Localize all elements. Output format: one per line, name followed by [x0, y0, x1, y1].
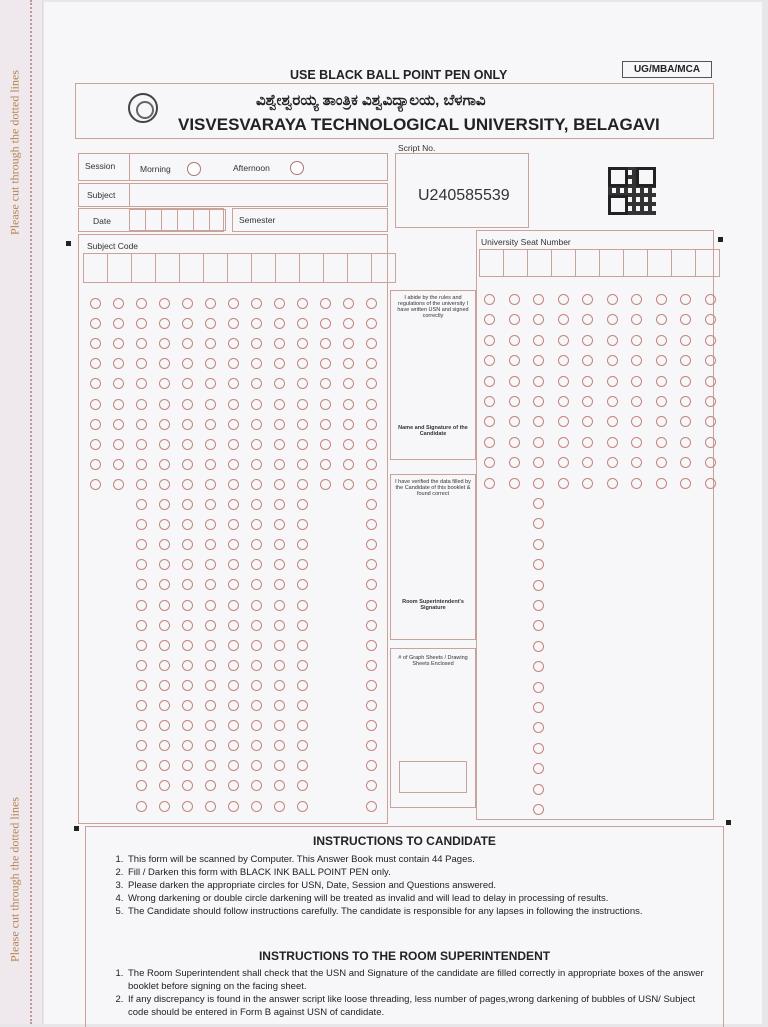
omr-bubble[interactable] — [251, 298, 262, 309]
omr-bubble[interactable] — [182, 399, 193, 410]
omr-bubble[interactable] — [274, 600, 285, 611]
omr-bubble[interactable] — [113, 439, 124, 450]
omr-bubble[interactable] — [366, 700, 377, 711]
omr-bubble[interactable] — [136, 439, 147, 450]
omr-bubble[interactable] — [366, 801, 377, 812]
omr-bubble[interactable] — [509, 478, 520, 489]
omr-bubble[interactable] — [297, 620, 308, 631]
omr-bubble[interactable] — [631, 294, 642, 305]
omr-bubble[interactable] — [656, 416, 667, 427]
omr-bubble[interactable] — [509, 314, 520, 325]
omr-bubble[interactable] — [582, 437, 593, 448]
omr-bubble[interactable] — [558, 457, 569, 468]
omr-bubble[interactable] — [159, 660, 170, 671]
omr-bubble[interactable] — [90, 459, 101, 470]
seat-number-cells[interactable] — [479, 249, 720, 277]
afternoon-radio[interactable] — [290, 161, 304, 175]
omr-bubble[interactable] — [631, 478, 642, 489]
omr-bubble[interactable] — [205, 620, 216, 631]
cut-instruction-top: Please cut through the dotted lines — [7, 70, 22, 235]
omr-bubble[interactable] — [136, 499, 147, 510]
omr-bubble[interactable] — [607, 416, 618, 427]
omr-bubble[interactable] — [705, 376, 716, 387]
omr-bubble[interactable] — [136, 801, 147, 812]
omr-bubble[interactable] — [631, 437, 642, 448]
omr-bubble[interactable] — [251, 640, 262, 651]
instruction-item: 3. Please darken the appropriate circles for USN, Date, Session and Questions answered. — [126, 879, 713, 892]
omr-bubble[interactable] — [90, 439, 101, 450]
omr-bubble[interactable] — [705, 355, 716, 366]
omr-bubble[interactable] — [582, 376, 593, 387]
cut-instruction-bottom: Please cut through the dotted lines — [7, 797, 22, 962]
omr-bubble[interactable] — [366, 660, 377, 671]
omr-bubble[interactable] — [656, 437, 667, 448]
candidate-instructions-list — [86, 853, 713, 918]
omr-bubble[interactable] — [136, 660, 147, 671]
omr-bubble[interactable] — [656, 335, 667, 346]
omr-bubble[interactable] — [274, 459, 285, 470]
omr-bubble[interactable] — [484, 478, 495, 489]
subject-code-label: Subject Code — [87, 241, 139, 251]
omr-bubble[interactable] — [366, 680, 377, 691]
omr-bubble[interactable] — [631, 376, 642, 387]
omr-bubble[interactable] — [343, 298, 354, 309]
omr-bubble[interactable] — [533, 580, 544, 591]
omr-bubble[interactable] — [533, 743, 544, 754]
omr-bubble[interactable] — [484, 396, 495, 407]
omr-bubble[interactable] — [607, 437, 618, 448]
omr-bubble[interactable] — [159, 700, 170, 711]
omr-bubble[interactable] — [484, 437, 495, 448]
omr-bubble[interactable] — [509, 335, 520, 346]
omr-bubble[interactable] — [274, 680, 285, 691]
omr-bubble[interactable] — [136, 419, 147, 430]
omr-bubble[interactable] — [533, 539, 544, 550]
omr-bubble[interactable] — [159, 620, 170, 631]
omr-bubble[interactable] — [228, 399, 239, 410]
verification-box — [390, 474, 476, 640]
omr-bubble[interactable] — [656, 355, 667, 366]
omr-bubble[interactable] — [705, 478, 716, 489]
omr-bubble[interactable] — [205, 700, 216, 711]
omr-bubble[interactable] — [228, 801, 239, 812]
omr-bubble[interactable] — [159, 801, 170, 812]
omr-bubble[interactable] — [274, 801, 285, 812]
subject-code-cells[interactable] — [83, 253, 396, 283]
omr-bubble[interactable] — [159, 499, 170, 510]
omr-bubble[interactable] — [533, 600, 544, 611]
session-label: Session — [85, 161, 116, 171]
omr-bubble[interactable] — [90, 479, 101, 490]
date-field[interactable] — [78, 208, 224, 232]
omr-bubble[interactable] — [159, 640, 170, 651]
omr-bubble[interactable] — [182, 419, 193, 430]
omr-bubble[interactable] — [320, 439, 331, 450]
omr-bubble[interactable] — [274, 399, 285, 410]
afternoon-label: Afternoon — [233, 163, 270, 173]
omr-bubble[interactable] — [366, 479, 377, 490]
omr-bubble[interactable] — [297, 640, 308, 651]
omr-bubble[interactable] — [228, 419, 239, 430]
omr-bubble[interactable] — [533, 682, 544, 693]
omr-bubble[interactable] — [205, 479, 216, 490]
omr-bubble[interactable] — [509, 294, 520, 305]
omr-bubble[interactable] — [251, 660, 262, 671]
instruction-item: 2. Fill / Darken this form with BLACK INK BALL POINT PEN only. — [126, 866, 713, 879]
omr-bubble[interactable] — [607, 478, 618, 489]
omr-bubble[interactable] — [558, 335, 569, 346]
registration-mark — [726, 820, 731, 825]
omr-bubble[interactable] — [182, 660, 193, 671]
omr-bubble[interactable] — [182, 600, 193, 611]
semester-label: Semester — [239, 215, 276, 225]
omr-bubble[interactable] — [705, 396, 716, 407]
session-row — [78, 153, 388, 181]
omr-bubble[interactable] — [159, 298, 170, 309]
omr-bubble[interactable] — [90, 419, 101, 430]
omr-bubble[interactable] — [680, 335, 691, 346]
omr-bubble[interactable] — [274, 298, 285, 309]
omr-bubble[interactable] — [251, 439, 262, 450]
omr-bubble[interactable] — [136, 600, 147, 611]
omr-bubble[interactable] — [656, 396, 667, 407]
omr-bubble[interactable] — [159, 439, 170, 450]
omr-bubble[interactable] — [274, 499, 285, 510]
omr-bubble[interactable] — [533, 376, 544, 387]
graph-sheets-label: # of Graph Sheets / Drawing Sheets Enclosed — [398, 655, 468, 667]
omr-bubble[interactable] — [680, 396, 691, 407]
date-label: Date — [93, 216, 111, 226]
superintendent-instructions-title: INSTRUCTIONS TO THE ROOM SUPERINTENDENT — [258, 949, 551, 963]
omr-bubble[interactable] — [297, 298, 308, 309]
omr-bubble[interactable] — [251, 399, 262, 410]
omr-bubble[interactable] — [228, 640, 239, 651]
omr-bubble[interactable] — [228, 499, 239, 510]
omr-bubble[interactable] — [182, 439, 193, 450]
omr-bubble[interactable] — [582, 478, 593, 489]
instruction-item: 1. The Room Superintendent shall check that the USN and Signature of the candidate are filled correctly in appropriate boxes of the answer booklet before signing on the facing sheet. — [126, 967, 713, 993]
declaration-text: I abide by the rules and regulations of the university I have written USN and signed correctly — [397, 295, 469, 319]
omr-bubble[interactable] — [558, 294, 569, 305]
university-seal-icon — [128, 93, 158, 123]
omr-bubble[interactable] — [113, 419, 124, 430]
omr-bubble[interactable] — [582, 294, 593, 305]
omr-bubble[interactable] — [558, 437, 569, 448]
omr-bubble[interactable] — [113, 399, 124, 410]
university-name-kannada: ವಿಶ್ವೇಶ್ವರಯ್ಯ ತಾಂತ್ರಿಕ ವಿಶ್ವವಿದ್ಯಾಲಯ, ಬೆಳಗಾವಿ — [256, 92, 486, 109]
omr-bubble[interactable] — [509, 416, 520, 427]
graph-sheets-box — [390, 648, 476, 808]
omr-bubble[interactable] — [251, 801, 262, 812]
omr-bubble[interactable] — [484, 294, 495, 305]
omr-bubble[interactable] — [182, 298, 193, 309]
omr-bubble[interactable] — [705, 335, 716, 346]
cut-strip — [0, 0, 43, 1024]
omr-bubble[interactable] — [274, 419, 285, 430]
omr-bubble[interactable] — [366, 439, 377, 450]
omr-bubble[interactable] — [182, 640, 193, 651]
graph-sheets-count-field[interactable] — [399, 761, 467, 793]
omr-bubble[interactable] — [509, 437, 520, 448]
omr-bubble[interactable] — [205, 419, 216, 430]
omr-bubble[interactable] — [343, 439, 354, 450]
omr-bubble[interactable] — [113, 459, 124, 470]
omr-bubble[interactable] — [228, 439, 239, 450]
script-number-box — [395, 153, 529, 228]
omr-bubble[interactable] — [205, 298, 216, 309]
omr-bubble[interactable] — [533, 641, 544, 652]
omr-bubble[interactable] — [366, 600, 377, 611]
omr-bubble[interactable] — [159, 419, 170, 430]
omr-bubble[interactable] — [533, 396, 544, 407]
omr-bubble[interactable] — [656, 478, 667, 489]
instruction-item: 2. If any discrepancy is found in the answer script like loose threading, less number of pages,wrong darkening of bubbles of USN/ Subject code should be entered in Form B against USN of candidate. — [126, 993, 713, 1019]
omr-bubble[interactable] — [297, 419, 308, 430]
omr-bubble[interactable] — [320, 399, 331, 410]
omr-bubble[interactable] — [159, 600, 170, 611]
omr-bubble[interactable] — [274, 700, 285, 711]
superintendent-signature-label: Room Superintendent's Signature — [402, 599, 464, 611]
omr-bubble[interactable] — [558, 314, 569, 325]
omr-bubble[interactable] — [251, 499, 262, 510]
omr-bubble[interactable] — [136, 399, 147, 410]
omr-bubble[interactable] — [274, 640, 285, 651]
omr-bubble[interactable] — [136, 620, 147, 631]
omr-bubble[interactable] — [656, 314, 667, 325]
omr-bubble[interactable] — [366, 499, 377, 510]
omr-bubble[interactable] — [320, 298, 331, 309]
omr-bubble[interactable] — [159, 680, 170, 691]
omr-bubble[interactable] — [533, 702, 544, 713]
dotted-cut-line — [30, 0, 32, 1024]
omr-bubble[interactable] — [631, 335, 642, 346]
instruction-item: 4. Wrong darkening or double circle darkening will be treated as invalid and will lead to delay in processing of results. — [126, 892, 713, 905]
omr-bubble[interactable] — [656, 457, 667, 468]
omr-bubble[interactable] — [607, 396, 618, 407]
omr-bubble[interactable] — [366, 298, 377, 309]
registration-mark — [66, 241, 71, 246]
omr-bubble[interactable] — [509, 457, 520, 468]
omr-bubble[interactable] — [251, 459, 262, 470]
omr-bubble[interactable] — [582, 335, 593, 346]
omr-bubble[interactable] — [205, 399, 216, 410]
omr-bubble[interactable] — [251, 419, 262, 430]
omr-bubble[interactable] — [582, 396, 593, 407]
seat-number-label: University Seat Number — [481, 237, 571, 247]
omr-bubble[interactable] — [607, 457, 618, 468]
omr-bubble[interactable] — [90, 298, 101, 309]
omr-bubble[interactable] — [705, 294, 716, 305]
omr-bubble[interactable] — [320, 459, 331, 470]
omr-bubble[interactable] — [182, 801, 193, 812]
registration-mark — [718, 237, 723, 242]
omr-bubble[interactable] — [656, 294, 667, 305]
omr-bubble[interactable] — [228, 660, 239, 671]
omr-bubble[interactable] — [251, 700, 262, 711]
omr-bubble[interactable] — [297, 439, 308, 450]
omr-bubble[interactable] — [90, 399, 101, 410]
omr-bubble[interactable] — [705, 416, 716, 427]
omr-bubble[interactable] — [159, 399, 170, 410]
omr-bubble[interactable] — [533, 804, 544, 815]
omr-bubble[interactable] — [366, 399, 377, 410]
omr-bubble[interactable] — [251, 680, 262, 691]
omr-bubble[interactable] — [136, 479, 147, 490]
omr-bubble[interactable] — [320, 419, 331, 430]
omr-bubble[interactable] — [228, 479, 239, 490]
omr-bubble[interactable] — [558, 376, 569, 387]
instruction-item: 5. The Candidate should follow instructions carefully. The candidate is responsible for any lapses in following the instructions. — [126, 905, 713, 918]
instruction-item: 1. This form will be scanned by Computer. This Answer Book must contain 44 Pages. — [126, 853, 713, 866]
omr-bubble[interactable] — [558, 355, 569, 366]
omr-bubble[interactable] — [558, 416, 569, 427]
omr-bubble[interactable] — [343, 459, 354, 470]
verification-text: I have verified the data filled by the Candidate of this booklet & found correct — [395, 479, 471, 497]
omr-bubble[interactable] — [136, 700, 147, 711]
pen-instruction: USE BLACK BALL POINT PEN ONLY — [290, 68, 508, 82]
omr-bubble[interactable] — [366, 620, 377, 631]
omr-bubble[interactable] — [136, 640, 147, 651]
omr-bubble[interactable] — [320, 479, 331, 490]
omr-bubble[interactable] — [366, 459, 377, 470]
omr-bubble[interactable] — [251, 479, 262, 490]
omr-bubble[interactable] — [297, 499, 308, 510]
declaration-box — [390, 290, 476, 460]
omr-bubble[interactable] — [558, 478, 569, 489]
omr-bubble[interactable] — [136, 680, 147, 691]
omr-bubble[interactable] — [680, 437, 691, 448]
omr-bubble[interactable] — [182, 499, 193, 510]
omr-bubble[interactable] — [631, 396, 642, 407]
omr-bubble[interactable] — [680, 478, 691, 489]
omr-bubble[interactable] — [484, 376, 495, 387]
omr-bubble[interactable] — [297, 801, 308, 812]
omr-bubble[interactable] — [343, 419, 354, 430]
omr-bubble[interactable] — [205, 801, 216, 812]
omr-bubble[interactable] — [136, 298, 147, 309]
omr-bubble[interactable] — [533, 478, 544, 489]
omr-bubble[interactable] — [533, 335, 544, 346]
omr-bubble[interactable] — [680, 376, 691, 387]
omr-bubble[interactable] — [656, 376, 667, 387]
omr-bubble[interactable] — [509, 355, 520, 366]
omr-bubble[interactable] — [297, 600, 308, 611]
morning-radio[interactable] — [187, 162, 201, 176]
omr-bubble[interactable] — [228, 700, 239, 711]
omr-bubble[interactable] — [274, 439, 285, 450]
omr-bubble[interactable] — [509, 396, 520, 407]
omr-bubble[interactable] — [607, 376, 618, 387]
omr-bubble[interactable] — [297, 459, 308, 470]
omr-bubble[interactable] — [509, 376, 520, 387]
omr-bubble[interactable] — [159, 479, 170, 490]
omr-bubble[interactable] — [182, 620, 193, 631]
omr-bubble[interactable] — [274, 479, 285, 490]
omr-bubble[interactable] — [297, 680, 308, 691]
omr-bubble[interactable] — [205, 680, 216, 691]
omr-bubble[interactable] — [113, 479, 124, 490]
university-header — [75, 83, 714, 139]
omr-bubble[interactable] — [113, 298, 124, 309]
candidate-signature-label: Name and Signature of the Candidate — [398, 425, 468, 437]
omr-bubble[interactable] — [680, 294, 691, 305]
omr-bubble[interactable] — [182, 700, 193, 711]
omr-bubble[interactable] — [205, 459, 216, 470]
omr-bubble[interactable] — [533, 294, 544, 305]
omr-bubble[interactable] — [343, 479, 354, 490]
date-cells — [129, 209, 226, 231]
omr-bubble[interactable] — [705, 314, 716, 325]
omr-bubble[interactable] — [182, 479, 193, 490]
omr-bubble[interactable] — [159, 459, 170, 470]
omr-bubble[interactable] — [228, 620, 239, 631]
omr-bubble[interactable] — [136, 459, 147, 470]
omr-bubble[interactable] — [205, 640, 216, 651]
qr-code-icon — [608, 167, 656, 215]
omr-bubble[interactable] — [533, 437, 544, 448]
semester-field[interactable] — [232, 208, 388, 232]
university-name-english: VISVESVARAYA TECHNOLOGICAL UNIVERSITY, BELAGAVI — [178, 115, 660, 134]
omr-bubble[interactable] — [533, 784, 544, 795]
instructions-section — [85, 826, 724, 1027]
omr-bubble[interactable] — [251, 600, 262, 611]
omr-bubble[interactable] — [607, 355, 618, 366]
omr-bubble[interactable] — [205, 660, 216, 671]
omr-bubble[interactable] — [297, 479, 308, 490]
omr-bubble[interactable] — [228, 298, 239, 309]
course-tag: UG/MBA/MCA — [622, 61, 712, 78]
script-no-label: Script No. — [398, 143, 436, 153]
omr-bubble[interactable] — [205, 499, 216, 510]
omr-bubble[interactable] — [297, 660, 308, 671]
subject-label: Subject — [87, 190, 116, 200]
omr-bubble[interactable] — [297, 399, 308, 410]
omr-bubble[interactable] — [228, 600, 239, 611]
registration-mark — [74, 826, 79, 831]
omr-bubble[interactable] — [705, 457, 716, 468]
omr-bubble[interactable] — [205, 439, 216, 450]
omr-bubble[interactable] — [607, 294, 618, 305]
omr-bubble[interactable] — [251, 620, 262, 631]
omr-bubble[interactable] — [228, 680, 239, 691]
morning-label: Morning — [140, 164, 171, 174]
omr-bubble[interactable] — [343, 399, 354, 410]
omr-bubble[interactable] — [607, 335, 618, 346]
omr-bubble[interactable] — [228, 459, 239, 470]
superintendent-instructions-list — [86, 967, 713, 1019]
omr-bubble[interactable] — [274, 620, 285, 631]
omr-bubble[interactable] — [182, 680, 193, 691]
subject-field[interactable] — [78, 183, 388, 207]
candidate-instructions-title: INSTRUCTIONS TO CANDIDATE — [313, 834, 496, 848]
omr-bubble[interactable] — [182, 459, 193, 470]
omr-bubble[interactable] — [297, 700, 308, 711]
omr-bubble[interactable] — [705, 437, 716, 448]
omr-bubble[interactable] — [533, 498, 544, 509]
omr-bubble[interactable] — [607, 314, 618, 325]
script-number: U240585539 — [418, 187, 510, 204]
omr-bubble[interactable] — [558, 396, 569, 407]
omr-bubble[interactable] — [274, 660, 285, 671]
omr-bubble[interactable] — [484, 335, 495, 346]
omr-bubble[interactable] — [366, 640, 377, 651]
omr-bubble[interactable] — [366, 419, 377, 430]
omr-bubble[interactable] — [205, 600, 216, 611]
